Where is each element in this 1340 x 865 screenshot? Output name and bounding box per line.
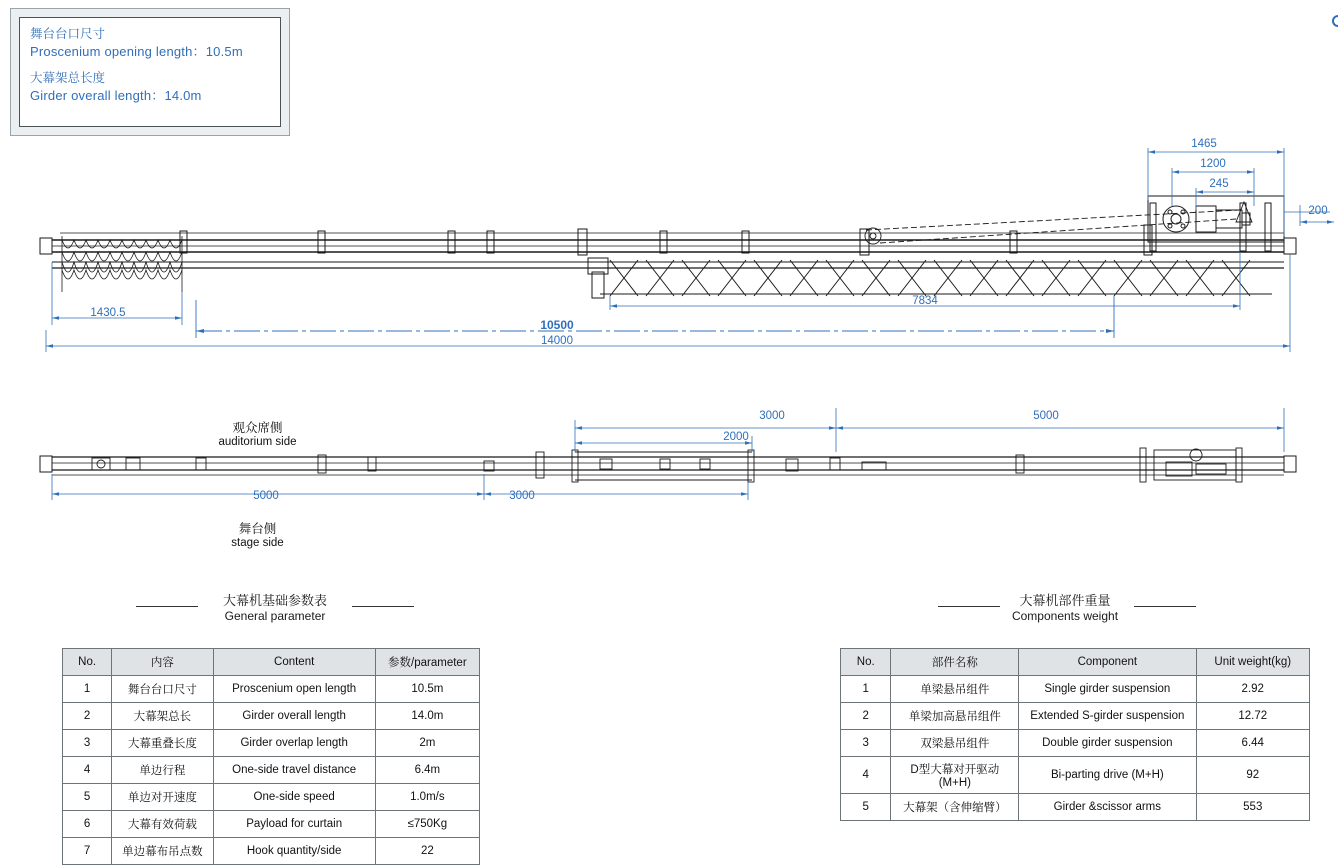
table-row xyxy=(63,676,480,703)
girder-length-label-en: Girder overall length：14.0m xyxy=(30,88,202,104)
header-cell-component-en: Component xyxy=(1019,649,1196,676)
cell-value: 14.0m xyxy=(375,703,479,730)
cell-cn: 单梁悬吊组件 xyxy=(891,676,1019,703)
dim-2000-label: 2000 xyxy=(723,431,749,443)
header-cell-no: No. xyxy=(841,649,891,676)
cell-en: Payload for curtain xyxy=(213,811,375,838)
cell-no: 6 xyxy=(63,811,112,838)
cell-no: 4 xyxy=(63,757,112,784)
components-weight-table xyxy=(840,648,1310,821)
cell-no: 1 xyxy=(841,676,891,703)
cell-en: Extended S-girder suspension xyxy=(1019,703,1196,730)
cell-weight: 553 xyxy=(1196,794,1310,821)
cell-no: 5 xyxy=(63,784,112,811)
cell-cn: D型大幕对开驱动(M+H) xyxy=(891,757,1019,794)
cell-cn: 大幕架（含伸缩臂） xyxy=(891,794,1019,821)
dim-5000-top-label: 5000 xyxy=(1033,410,1059,422)
cell-no: 3 xyxy=(63,730,112,757)
table-row xyxy=(63,811,480,838)
cell-en: Single girder suspension xyxy=(1019,676,1196,703)
cell-en: Girder overall length xyxy=(213,703,375,730)
dim-10500-label: 10500 xyxy=(540,318,574,332)
dim-7834-label: 7834 xyxy=(912,295,938,307)
table-row xyxy=(841,676,1310,703)
left-table-caption-en: General parameter xyxy=(224,609,326,623)
auditorium-side-label xyxy=(200,418,315,448)
dim-200-label: 200 xyxy=(1308,205,1328,217)
table-header-row xyxy=(63,649,480,676)
cell-weight: 12.72 xyxy=(1196,703,1310,730)
cell-cn: 双梁悬吊组件 xyxy=(891,730,1019,757)
dim-5000-bottom-label: 5000 xyxy=(253,490,279,502)
stage-side-label xyxy=(200,519,315,549)
girder-length-label-cn: 大幕架总长度 xyxy=(30,71,106,86)
cell-value: ≤750Kg xyxy=(375,811,479,838)
cell-no: 3 xyxy=(841,730,891,757)
cell-cn: 舞台台口尺寸 xyxy=(112,676,213,703)
cell-en: Proscenium open length xyxy=(213,676,375,703)
right-table-caption-en: Components weight xyxy=(1011,609,1119,623)
header-cell-unit-weight: Unit weight(kg) xyxy=(1196,649,1310,676)
table-row xyxy=(63,838,480,865)
cell-value: 22 xyxy=(375,838,479,865)
cell-no: 7 xyxy=(63,838,112,865)
table-row xyxy=(841,757,1310,794)
cell-value: 10.5m xyxy=(375,676,479,703)
right-caption-rule-start xyxy=(938,606,1000,607)
cell-value: 2m xyxy=(375,730,479,757)
cell-no: 1 xyxy=(63,676,112,703)
table-row xyxy=(63,730,480,757)
left-table-caption-cn: 大幕机基础参数表 xyxy=(222,593,327,608)
dim-1200-label: 1200 xyxy=(1200,158,1226,170)
dim-3000-bottom-label: 3000 xyxy=(509,490,535,502)
table-row xyxy=(841,794,1310,821)
general-parameter-table xyxy=(62,648,480,865)
table-row xyxy=(63,757,480,784)
cell-value: 6.4m xyxy=(375,757,479,784)
auditorium-side-label-en: auditorium side xyxy=(218,436,297,448)
top-view-elevation xyxy=(40,138,1334,352)
table-row xyxy=(841,703,1310,730)
cell-cn: 大幕有效荷载 xyxy=(112,811,213,838)
cell-en: Girder &scissor arms xyxy=(1019,794,1196,821)
dim-245-label: 245 xyxy=(1209,178,1229,190)
header-cell-no: No. xyxy=(63,649,112,676)
dim-1465-label: 1465 xyxy=(1191,138,1217,150)
cell-no: 2 xyxy=(63,703,112,730)
dim-14000-label: 14000 xyxy=(541,335,573,347)
proscenium-label-cn: 舞台台口尺寸 xyxy=(30,27,106,41)
table-header-row xyxy=(841,649,1310,676)
cell-no: 4 xyxy=(841,757,891,794)
right-table-caption-cn: 大幕机部件重量 xyxy=(1019,593,1111,608)
cell-weight: 2.92 xyxy=(1196,676,1310,703)
left-caption-rule-start xyxy=(136,606,198,607)
cell-cn: 大幕架总长 xyxy=(112,703,213,730)
cell-no: 5 xyxy=(841,794,891,821)
cell-no: 2 xyxy=(841,703,891,730)
stage-side-label-en: stage side xyxy=(231,537,284,549)
header-cell-content-cn: 内容 xyxy=(112,649,213,676)
header-cell-component-cn: 部件名称 xyxy=(891,649,1019,676)
left-caption-rule-end xyxy=(352,606,414,607)
table-row xyxy=(63,703,480,730)
cell-en: Bi-parting drive (M+H) xyxy=(1019,757,1196,794)
cell-weight: 6.44 xyxy=(1196,730,1310,757)
table-row xyxy=(841,730,1310,757)
cell-weight: 92 xyxy=(1196,757,1310,794)
dim-3000-top-label: 3000 xyxy=(759,410,785,422)
auditorium-side-label-cn: 观众席侧 xyxy=(232,421,283,435)
cell-cn: 单梁加高悬吊组件 xyxy=(891,703,1019,730)
cell-value: 1.0m/s xyxy=(375,784,479,811)
stage-side-label-cn: 舞台侧 xyxy=(238,522,277,536)
cell-en: Girder overlap length xyxy=(213,730,375,757)
header-cell-content-en: Content xyxy=(213,649,375,676)
cell-cn: 单边行程 xyxy=(112,757,213,784)
header-cell-parameter: 参数/parameter xyxy=(375,649,479,676)
cell-en: One-side travel distance xyxy=(213,757,375,784)
table-row xyxy=(63,784,480,811)
cell-cn: 单边幕布吊点数 xyxy=(112,838,213,865)
right-caption-rule-end xyxy=(1134,606,1196,607)
proscenium-label-en: Proscenium opening length：10.5m xyxy=(30,43,243,59)
cell-en: One-side speed xyxy=(213,784,375,811)
cell-cn: 大幕重叠长度 xyxy=(112,730,213,757)
cell-en: Double girder suspension xyxy=(1019,730,1196,757)
cell-cn: 单边对开速度 xyxy=(112,784,213,811)
dim-1430-5-label: 1430.5 xyxy=(90,307,126,319)
cell-en: Hook quantity/side xyxy=(213,838,375,865)
